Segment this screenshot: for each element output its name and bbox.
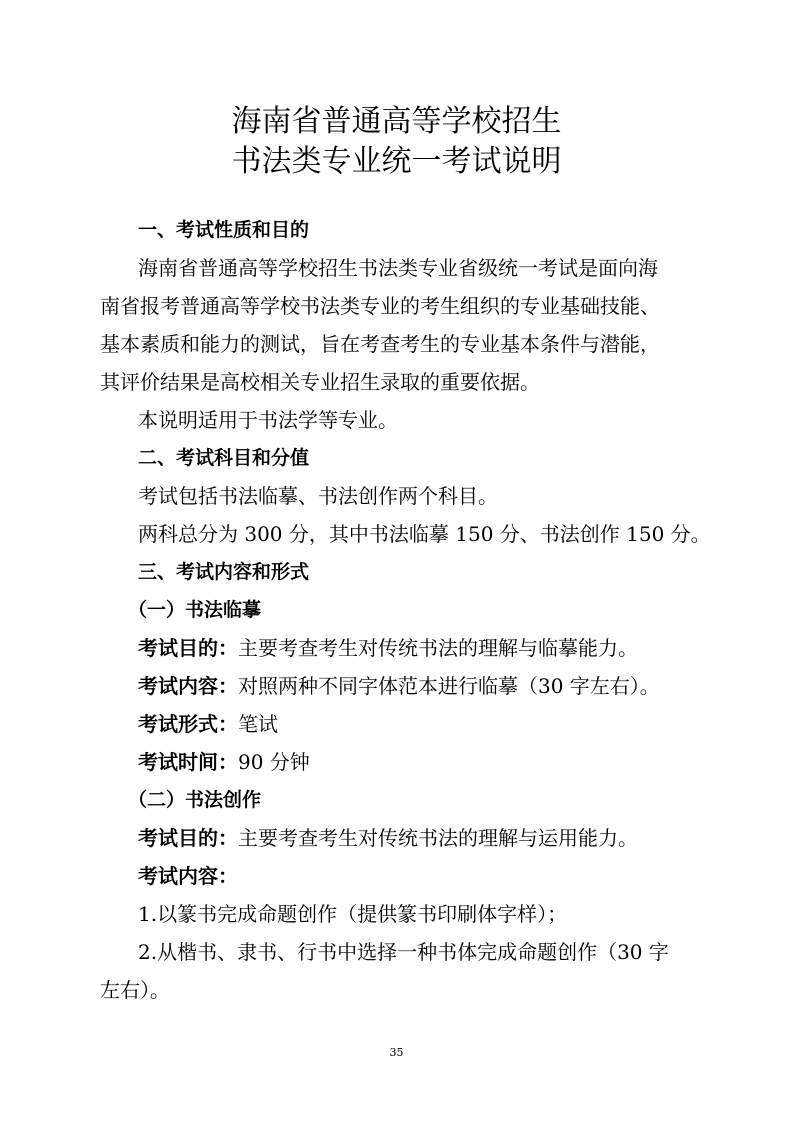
exam-time-label: 考试时间：	[138, 750, 238, 774]
section-heading-3: 三、考试内容和形式	[138, 561, 310, 583]
section-heading-1: 一、考试性质和目的	[138, 219, 310, 241]
list-item: 1.以篆书完成命题创作（提供篆书印刷体字样）；	[138, 902, 568, 926]
paragraph-line: 其评价结果是高校相关专业招生录取的重要依据。	[100, 370, 540, 394]
exam-content-row	[138, 862, 758, 890]
exam-content-label: 考试内容：	[138, 674, 238, 698]
exam-content-text: 对照两种不同字体范本进行临摹（30 字左右）。	[238, 674, 660, 698]
paragraph-line: 海南省普通高等学校招生书法类专业省级统一考试是面向海	[138, 256, 658, 280]
paragraph-line: 考试包括书法临摹、书法创作两个科目。	[138, 484, 498, 508]
list-item: 2.从楷书、隶书、行书中选择一种书体完成命题创作（30 字	[138, 940, 669, 964]
paragraph-line: 南省报考普通高等学校书法类专业的考生组织的专业基础技能、	[100, 294, 660, 318]
section-heading-2: 二、考试科目和分值	[138, 447, 310, 469]
paragraph-line: 本说明适用于书法学等专业。	[138, 408, 398, 432]
list-item-continuation: 左右）。	[100, 978, 170, 1002]
exam-time-text: 90 分钟	[238, 750, 310, 774]
exam-content-label: 考试内容：	[138, 864, 238, 888]
page-number: 35	[389, 1046, 404, 1059]
paragraph-line: 基本素质和能力的测试，旨在考查考生的专业基本条件与潜能，	[100, 332, 660, 356]
doc-title-line-2: 书法类专业统一考试说明	[231, 144, 562, 179]
exam-form-text: 笔试	[238, 712, 278, 736]
paragraph-line: 两科总分为 300 分，其中书法临摹 150 分、书法创作 150 分。	[138, 522, 711, 546]
subsection-heading-2: （二）书法创作	[128, 789, 262, 811]
doc-title-line-1: 海南省普通高等学校招生	[231, 104, 562, 139]
exam-form-label: 考试形式：	[138, 712, 238, 736]
exam-purpose-row	[138, 824, 758, 852]
exam-purpose-label: 考试目的：	[138, 826, 238, 850]
exam-purpose-row	[138, 634, 758, 662]
subsection-heading-1: （一）书法临摹	[128, 599, 262, 621]
exam-time-row	[138, 748, 758, 776]
exam-purpose-label: 考试目的：	[138, 636, 238, 660]
exam-content-row	[138, 672, 758, 700]
exam-purpose-text: 主要考查考生对传统书法的理解与临摹能力。	[238, 636, 638, 660]
exam-form-row	[138, 710, 758, 738]
exam-purpose-text: 主要考查考生对传统书法的理解与运用能力。	[238, 826, 638, 850]
